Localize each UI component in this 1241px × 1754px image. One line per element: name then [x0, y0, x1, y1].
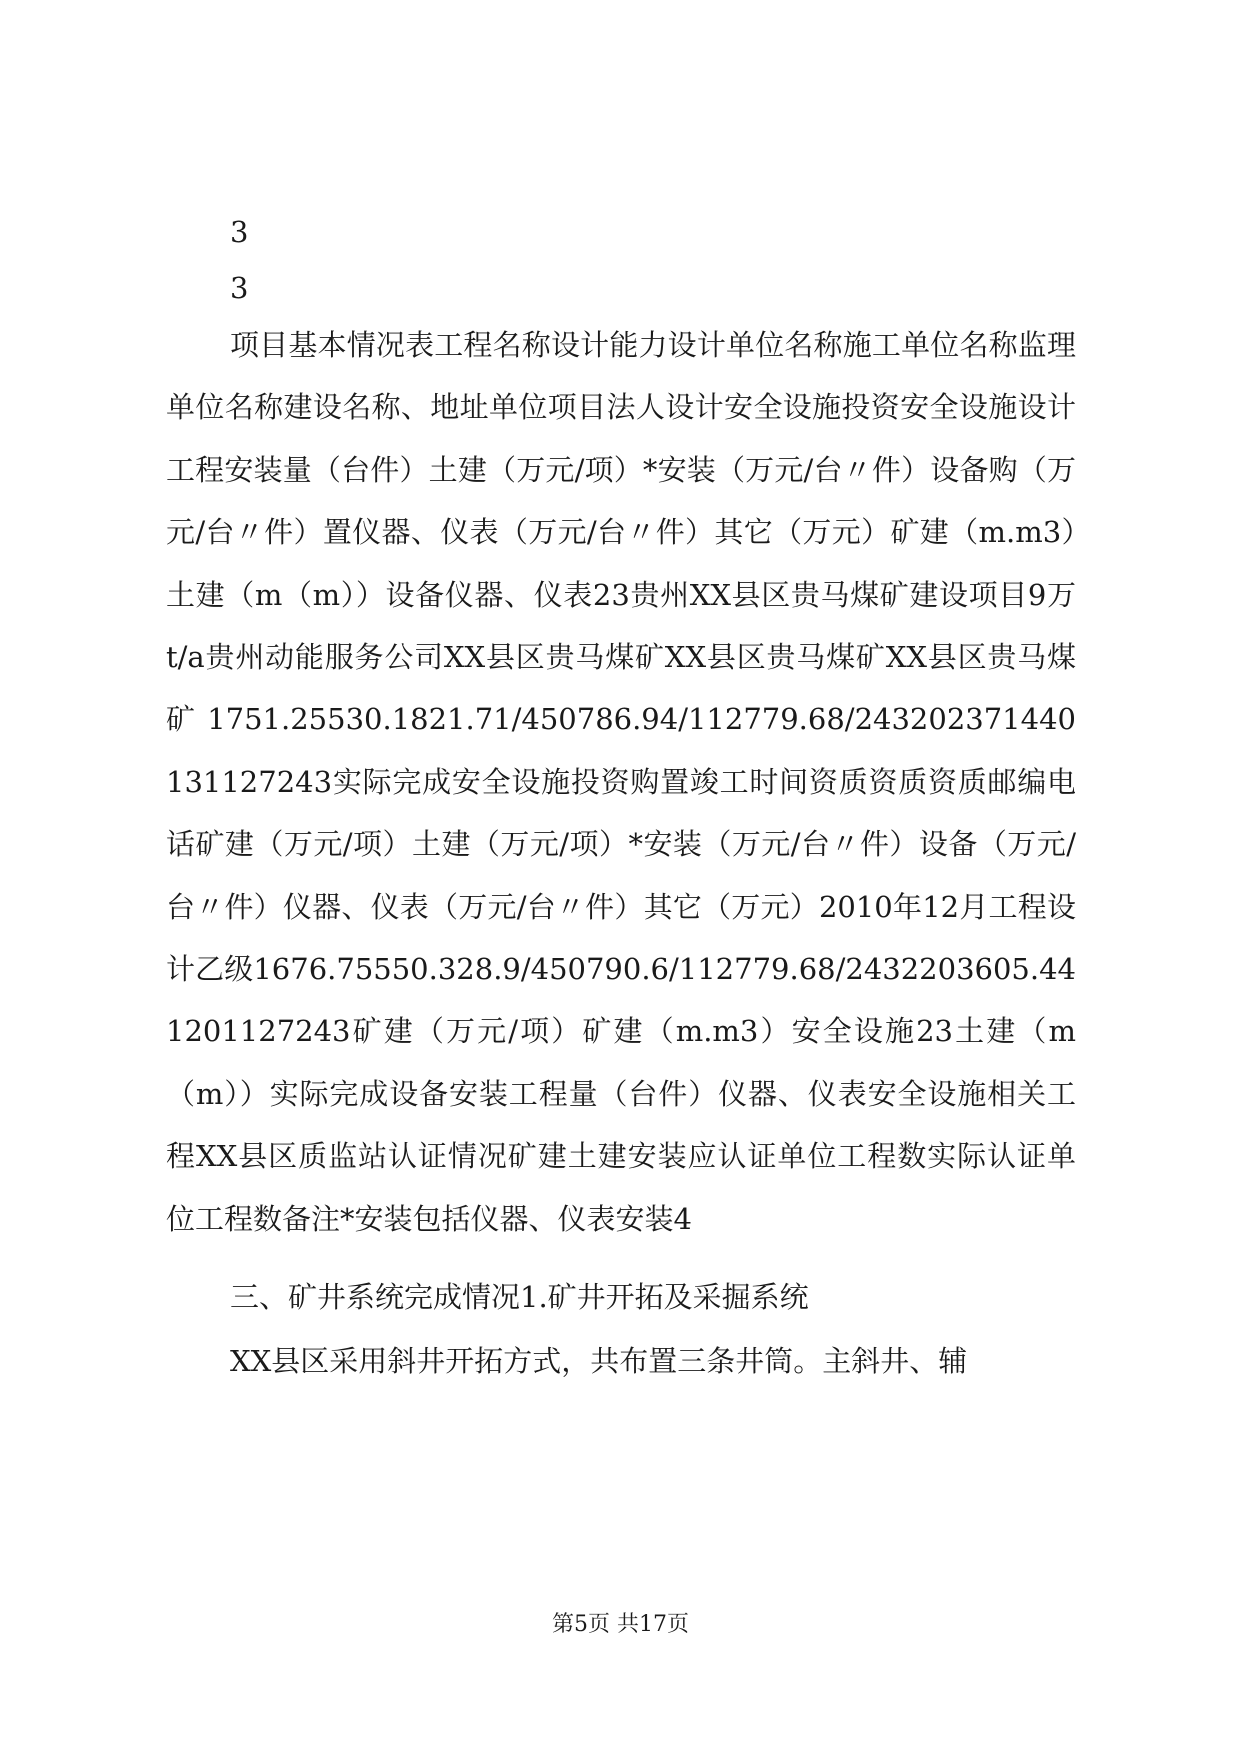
mine-development-paragraph: XX县区采用斜井开拓方式，共布置三条井筒。主斜井、辅 — [230, 1344, 968, 1378]
project-info-paragraph: 项目基本情况表工程名称设计能力设计单位名称施工单位名称监理单位名称建设名称、地址单位项目法人设计安全设施投资安全设施设计工程安装量（台件）土建（万元/项）*安装（万元/台〃件）设备购（万元/台〃件）置仪器、仪表（万元/台〃件）其它（万元）矿建（m.m3）土建（m（m））设备仪器、仪表23贵州XX县区贵马煤矿建设项目9万t/a贵州动能服务公司XX县区贵马煤矿XX县区贵马煤矿XX县区贵马煤矿1751.25530.1821.71/450786.94/112779.68/243202371440131127243实际完成安全设施投资购置竣工时间资质资质资质邮编电话矿建（万元/项）土建（万元/项）*安装（万元/台〃件）设备（万元/台〃件）仪器、仪表（万元/台〃件）其它（万元）2010年12月工程设计乙级1676.75550.328.9/450790.6/112779.68/2432203605.441201127243矿建（万元/项）矿建（m.m3）安全设施23土建（m（m））实际完成设备安装工程量（台件）仪器、仪表安全设施相关工程XX县区质监站认证情况矿建土建安装应认证单位工程数实际认证单位工程数备注*安装包括仪器、仪表安装4 — [166, 328, 1076, 1236]
section-heading-paragraph: 三、矿井系统完成情况1.矿井开拓及采掘系统 — [230, 1280, 809, 1314]
number-line-2: 3 — [230, 271, 249, 305]
number-line-1: 3 — [230, 215, 249, 249]
page-footer: 第5页 共17页 — [552, 1612, 689, 1637]
